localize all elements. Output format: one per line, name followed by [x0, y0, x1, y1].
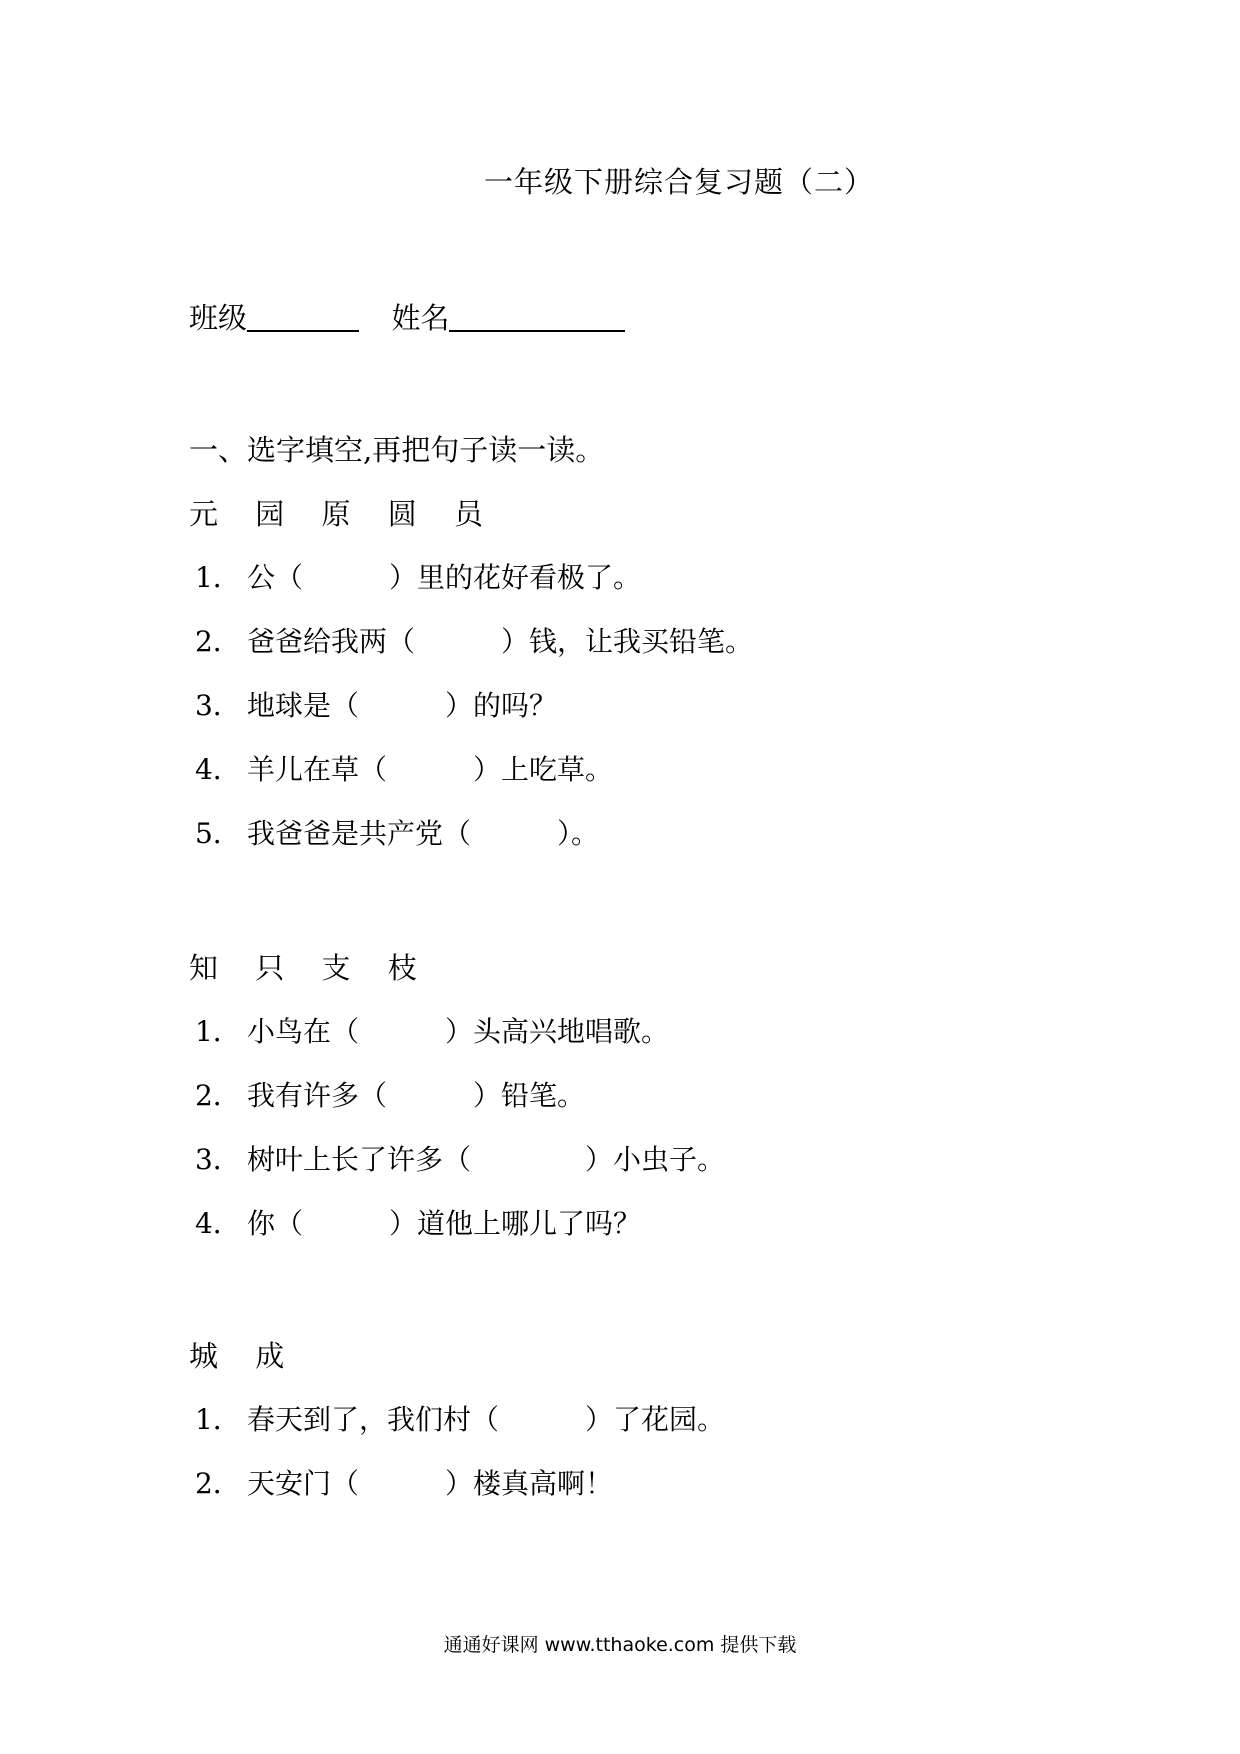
name-label: 姓名 — [391, 301, 450, 335]
question-item — [195, 1202, 641, 1242]
question-number: 3． — [195, 1143, 241, 1176]
question-text: 树叶上长了许多（ — [247, 1143, 472, 1176]
char-option: 支 — [321, 951, 351, 985]
char-options-group-3 — [189, 1334, 312, 1375]
page-title: 一年级下册综合复习题（二） — [484, 165, 875, 199]
section-heading: 一、选字填空,再把句子读一读。 — [189, 433, 605, 467]
question-number: 1． — [195, 1015, 241, 1048]
char-option: 元 — [189, 497, 219, 531]
question-text: ）了花园。 — [585, 1403, 726, 1436]
question-text: ）上吃草。 — [473, 753, 614, 786]
name-blank[interactable] — [449, 301, 625, 332]
class-label: 班级 — [189, 301, 248, 335]
question-text: ）小虫子。 — [585, 1143, 726, 1176]
char-option: 只 — [255, 951, 285, 985]
char-option: 原 — [321, 497, 351, 531]
question-text: 地球是（ — [247, 689, 360, 722]
question-text: 羊儿在草（ — [247, 753, 388, 786]
question-item — [195, 1398, 725, 1438]
question-item — [195, 1010, 669, 1050]
question-text: 爸爸给我两（ — [247, 625, 416, 658]
question-item — [195, 1074, 585, 1114]
question-text: 我爸爸是共产党（ — [247, 817, 472, 850]
question-text: 公（ — [247, 561, 304, 594]
question-number: 2． — [195, 625, 241, 658]
char-option: 园 — [255, 497, 285, 531]
question-number: 5． — [195, 817, 241, 850]
question-text: ）。 — [557, 817, 600, 850]
question-item — [195, 620, 753, 660]
question-number: 2． — [195, 1467, 241, 1500]
char-options-group-2 — [189, 946, 445, 987]
question-text: 小鸟在（ — [247, 1015, 360, 1048]
char-option: 成 — [255, 1339, 285, 1373]
question-number: 1． — [195, 561, 241, 594]
question-text: ）的吗？ — [445, 689, 558, 722]
question-item — [195, 812, 599, 852]
question-text: ）道他上哪儿了吗？ — [389, 1207, 642, 1240]
question-text: ）楼真高啊！ — [445, 1467, 614, 1500]
question-number: 2． — [195, 1079, 241, 1112]
question-number: 3． — [195, 689, 241, 722]
question-text: 我有许多（ — [247, 1079, 388, 1112]
char-options-group-1 — [189, 492, 511, 533]
char-option: 城 — [189, 1339, 219, 1373]
question-number: 4． — [195, 753, 241, 786]
question-text: ）铅笔。 — [473, 1079, 586, 1112]
question-item — [195, 684, 557, 724]
char-option: 圆 — [387, 497, 417, 531]
question-number: 4． — [195, 1207, 241, 1240]
page-footer: 通通好课网 www.tthaoke.com 提供下载 — [443, 1634, 797, 1656]
question-item — [195, 1462, 613, 1502]
question-text: ）头高兴地唱歌。 — [445, 1015, 670, 1048]
question-text: ）里的花好看极了。 — [389, 561, 642, 594]
student-info — [189, 296, 625, 337]
question-text: 天安门（ — [247, 1467, 360, 1500]
question-text: 春天到了，我们村（ — [247, 1403, 500, 1436]
question-item — [195, 748, 613, 788]
class-blank[interactable] — [247, 301, 359, 332]
question-item — [195, 556, 641, 596]
question-text: 你（ — [247, 1207, 304, 1240]
question-item — [195, 1138, 725, 1178]
char-option: 知 — [189, 951, 219, 985]
question-text: ）钱，让我买铅笔。 — [501, 625, 754, 658]
char-option: 员 — [453, 497, 483, 531]
question-number: 1． — [195, 1403, 241, 1436]
char-option: 枝 — [387, 951, 417, 985]
